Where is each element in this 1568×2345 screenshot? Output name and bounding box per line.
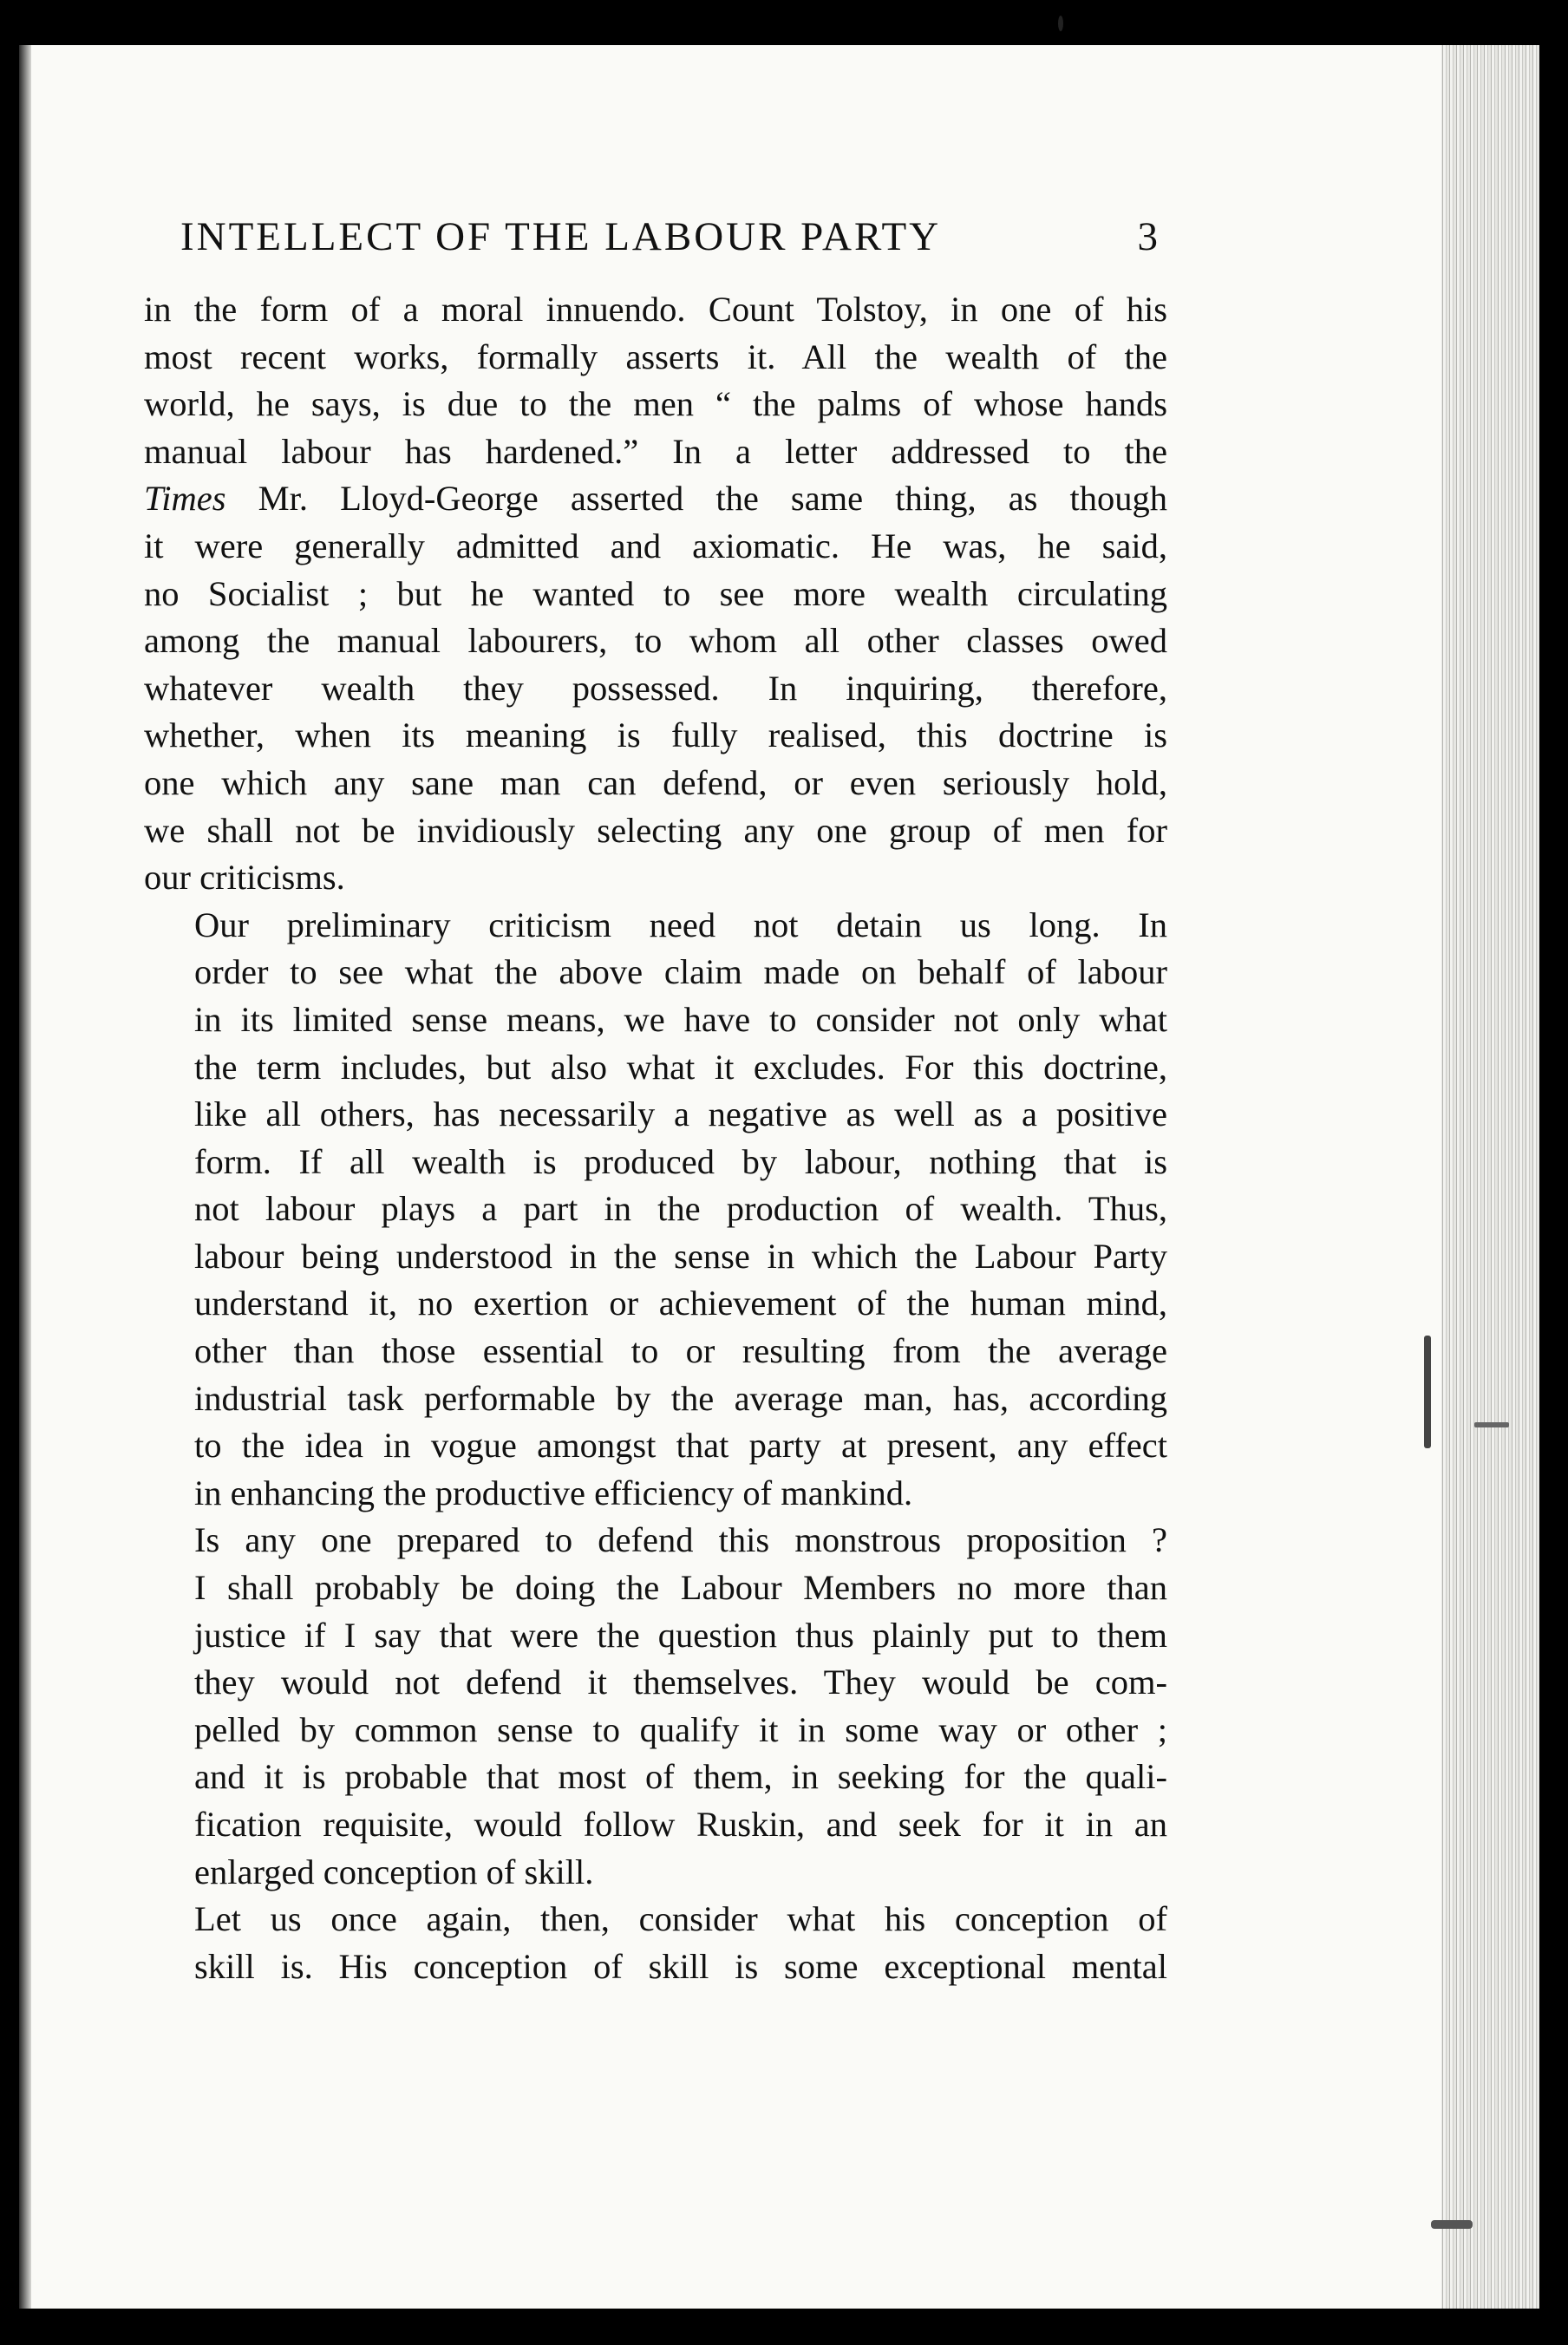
text-line: justice if I say that were the question thus plainly put to them bbox=[194, 1615, 1167, 1655]
text-line: in the form of a moral innuendo. Count Tolstoy, in one of his bbox=[144, 290, 1167, 329]
page-header bbox=[180, 213, 1160, 274]
text-line: one which any sane man can defend, or even seriously hold, bbox=[144, 762, 1167, 802]
text-line-rest: Mr. Lloyd-George asserted the same thing, as though bbox=[258, 479, 1168, 519]
text-line: to the idea in vogue amongst that party at present, any effect bbox=[194, 1426, 1167, 1466]
text-line: whatever wealth they possessed. In inquiring, therefore, bbox=[144, 668, 1167, 708]
text-line: Let us once again, then, consider what his conception of bbox=[194, 1899, 1167, 1939]
text-line: skill is. His conception of skill is some exceptional mental bbox=[194, 1946, 1167, 1986]
text-line: pelled by common sense to qualify it in some way or other ; bbox=[194, 1709, 1167, 1749]
text-line: labour being understood in the sense in which the Labour Party bbox=[194, 1236, 1167, 1276]
text-line: no Socialist ; but he wanted to see more wealth circulating bbox=[144, 573, 1167, 613]
text-line: manual labour has hardened.” In a letter addressed to the bbox=[144, 431, 1167, 471]
text-line: Our preliminary criticism need not detain us long. In bbox=[194, 905, 1167, 944]
text-line: order to see what the above claim made on behalf of labour bbox=[194, 952, 1167, 992]
paragraph-2 bbox=[144, 902, 1167, 1518]
text-line: Is any one prepared to defend this monstrous proposition ? bbox=[194, 1520, 1167, 1560]
text-line: fication requisite, would follow Ruskin, and seek for it in an bbox=[194, 1805, 1167, 1844]
text-line: like all others, has necessarily a negative as well as a positive bbox=[194, 1094, 1167, 1134]
text-line: other than those essential to or resulting from the average bbox=[194, 1331, 1167, 1371]
text-line: most recent works, formally asserts it. All the wealth of the bbox=[144, 336, 1167, 376]
scan-right-border bbox=[1539, 35, 1568, 2324]
text-line: among the manual labourers, to whom all other classes owed bbox=[144, 621, 1167, 661]
page-number: 3 bbox=[1137, 214, 1160, 259]
scan-speck bbox=[1474, 1422, 1509, 1427]
gutter-shadow bbox=[19, 45, 31, 2309]
scan-speck bbox=[1431, 2220, 1473, 2229]
text-line: enlarged conception of skill. bbox=[194, 1852, 594, 1891]
text-line: world, he says, is due to the men “ the palms of whose hands bbox=[144, 384, 1167, 424]
running-head: INTELLECT OF THE LABOUR PARTY bbox=[180, 214, 942, 259]
scan-speck bbox=[1424, 1336, 1431, 1448]
text-line: our criticisms. bbox=[144, 858, 345, 898]
page-body bbox=[144, 286, 1167, 2090]
paragraph-3 bbox=[144, 1517, 1167, 1896]
text-line: in enhancing the productive efficiency of mankind. bbox=[194, 1473, 913, 1512]
text-line: industrial task performable by the average man, has, according bbox=[194, 1378, 1167, 1418]
text-line: not labour plays a part in the production of wealth. Thus, bbox=[194, 1189, 1167, 1229]
paragraph-4 bbox=[144, 1896, 1167, 1990]
text-line: and it is probable that most of them, in seeking for the quali- bbox=[194, 1757, 1167, 1797]
text-line: in its limited sense means, we have to consider not only what bbox=[194, 999, 1167, 1039]
paragraph-1 bbox=[144, 286, 1167, 902]
scan-speck bbox=[1058, 16, 1063, 31]
text-line: it were generally admitted and axiomatic. He was, he said, bbox=[144, 526, 1167, 565]
text-line: understand it, no exertion or achievement of the human mind, bbox=[194, 1284, 1167, 1323]
text-line: whether, when its meaning is fully realised, this doctrine is bbox=[144, 715, 1167, 755]
italic-word: Times bbox=[144, 479, 226, 519]
text-line: they would not defend it themselves. They would be com- bbox=[194, 1662, 1167, 1702]
text-line-with-italic bbox=[144, 475, 1167, 523]
text-line: I shall probably be doing the Labour Members no more than bbox=[194, 1568, 1167, 1608]
text-line: we shall not be invidiously selecting any one group of men for bbox=[144, 810, 1167, 850]
text-line: the term includes, but also what it excludes. For this doctrine, bbox=[194, 1047, 1167, 1087]
text-line: form. If all wealth is produced by labour, nothing that is bbox=[194, 1141, 1167, 1181]
